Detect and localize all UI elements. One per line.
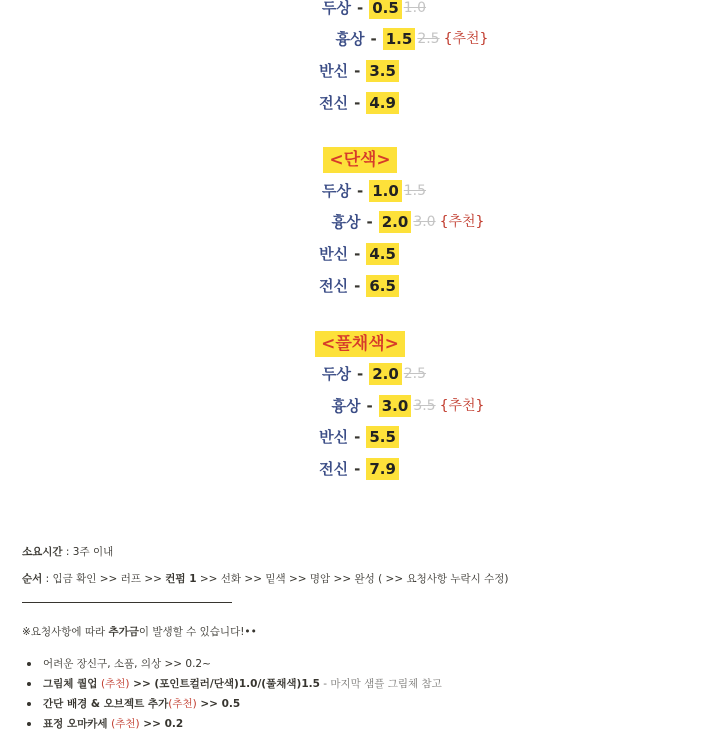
order-line: 순서 : 입금 확인 >> 러프 >> 컨펌 1 >> 선화 >> 밑색 >> 명암 >> 완성 ( >> 요청사항 누락시 수정)	[22, 573, 509, 585]
duration-line: 소요시간 : 3주 이내	[22, 546, 114, 558]
section-heading-mono: <단색>	[0, 147, 720, 175]
old-price: 2.5	[417, 31, 440, 47]
price-row-bust: 흉상 - 2.0 3.0 {추천}	[0, 209, 720, 235]
extra-options-list	[22, 654, 442, 734]
old-price: 3.0	[413, 214, 436, 230]
price-row-bust: 흉상 - 1.5 2.5 {추천}	[0, 26, 720, 52]
recommend-tag: {추천}	[443, 31, 489, 47]
extra-fee-notice: ※요청사항에 따라 추가금이 발생할 수 있습니다!••	[22, 626, 257, 638]
price-value: 7.9	[366, 458, 399, 480]
recommend-tag: {추천}	[439, 398, 485, 414]
price-value: 4.9	[366, 92, 399, 114]
price-row-half: 반신 - 5.5	[0, 424, 720, 450]
price-value: 6.5	[366, 275, 399, 297]
price-value: 2.0	[369, 363, 402, 385]
divider	[22, 602, 232, 603]
price-row-head: 두상 - 2.0 2.5	[0, 361, 720, 387]
old-price: 1.5	[403, 183, 427, 199]
row-label: 반신	[319, 62, 349, 80]
price-row-bust: 흉상 - 3.0 3.5 {추천}	[0, 393, 720, 419]
row-label: 흉상	[335, 30, 365, 48]
price-value: 1.0	[369, 180, 402, 202]
price-value: 3.0	[379, 395, 412, 417]
price-row-half: 반신 - 3.5	[0, 58, 720, 84]
row-label: 반신	[319, 428, 349, 446]
section-heading-fullcolor: <풀채색>	[0, 331, 720, 359]
price-row-full: 전신 - 7.9	[0, 456, 720, 482]
price-row-full: 전신 - 6.5	[0, 273, 720, 299]
row-label: 두상	[321, 0, 351, 17]
old-price: 1.0	[403, 0, 427, 16]
old-price: 3.5	[413, 398, 436, 414]
recommend-tag: {추천}	[439, 214, 485, 230]
list-item: 간단 배경 & 오브젝트 추가(추천) >> 0.5	[22, 694, 442, 714]
list-item: 표정 오마카세 (추천) >> 0.2	[22, 714, 442, 734]
row-label: 두상	[321, 365, 351, 383]
list-item: 어려운 장신구, 소품, 의상 >> 0.2~	[22, 654, 442, 674]
row-label: 전신	[319, 94, 349, 112]
price-row-half: 반신 - 4.5	[0, 241, 720, 267]
row-label: 흉상	[331, 213, 361, 231]
price-value: 2.0	[379, 211, 412, 233]
price-value: 3.5	[366, 60, 399, 82]
price-row-head: 두상 - 0.5 1.0	[0, 0, 720, 21]
row-label: 전신	[319, 277, 349, 295]
price-value: 4.5	[366, 243, 399, 265]
price-value: 5.5	[366, 426, 399, 448]
row-label: 전신	[319, 460, 349, 478]
list-item: 그림체 퀄업 (추천) >> (포인트컬러/단색)1.0/(풀채색)1.5 - 마지막 샘플 그림체 참고	[22, 674, 442, 694]
row-label: 흉상	[331, 397, 361, 415]
price-row-full: 전신 - 4.9	[0, 90, 720, 116]
price-value: 1.5	[383, 28, 416, 50]
row-label: 반신	[319, 245, 349, 263]
price-row-head: 두상 - 1.0 1.5	[0, 178, 720, 204]
row-label: 두상	[321, 182, 351, 200]
old-price: 2.5	[403, 366, 427, 382]
price-value: 0.5	[369, 0, 402, 19]
